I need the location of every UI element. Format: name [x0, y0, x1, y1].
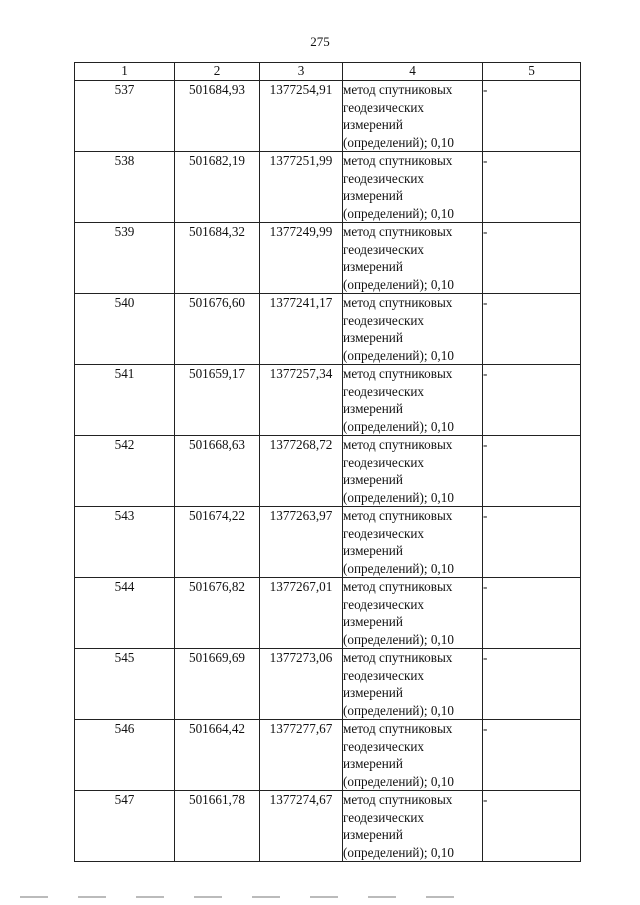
point-number-cell: 543 — [75, 507, 175, 578]
method-line: измерений — [343, 827, 403, 842]
point-number-cell: 538 — [75, 152, 175, 223]
table-row — [75, 81, 581, 152]
table-row — [75, 436, 581, 507]
note-cell: - — [483, 720, 581, 791]
method-line: измерений — [343, 614, 403, 629]
note-cell: - — [483, 294, 581, 365]
method-line: измерений — [343, 330, 403, 345]
method-cell — [343, 365, 483, 436]
method-line: измерений — [343, 756, 403, 771]
header-col-3: 3 — [260, 63, 343, 81]
x-coordinate-cell: 501684,32 — [175, 223, 260, 294]
header-col-4: 4 — [343, 63, 483, 81]
table-row — [75, 294, 581, 365]
method-line: геодезических — [343, 667, 425, 683]
method-line: (определений); 0,10 — [343, 489, 454, 505]
method-cell — [343, 791, 483, 862]
point-number-cell: 539 — [75, 223, 175, 294]
x-coordinate-cell: 501684,93 — [175, 81, 260, 152]
method-cell — [343, 649, 483, 720]
note-cell: - — [483, 578, 581, 649]
table-row — [75, 649, 581, 720]
method-line: (определений); 0,10 — [343, 276, 454, 292]
y-coordinate-cell: 1377257,34 — [260, 365, 343, 436]
method-cell — [343, 223, 483, 294]
method-line: метод спутниковых — [343, 437, 453, 452]
method-line: метод спутниковых — [343, 508, 453, 523]
note-cell: - — [483, 791, 581, 862]
x-coordinate-cell: 501674,22 — [175, 507, 260, 578]
y-coordinate-cell: 1377267,01 — [260, 578, 343, 649]
method-cell — [343, 507, 483, 578]
method-cell — [343, 152, 483, 223]
method-cell — [343, 436, 483, 507]
method-line: геодезических — [343, 383, 425, 399]
method-line: метод спутниковых — [343, 366, 453, 381]
method-line: измерений — [343, 543, 403, 558]
method-line: (определений); 0,10 — [343, 631, 454, 647]
y-coordinate-cell: 1377241,17 — [260, 294, 343, 365]
note-cell: - — [483, 365, 581, 436]
method-line: геодезических — [343, 312, 425, 328]
method-line: измерений — [343, 472, 403, 487]
method-line: измерений — [343, 259, 403, 274]
point-number-cell: 542 — [75, 436, 175, 507]
method-line: (определений); 0,10 — [343, 702, 454, 718]
x-coordinate-cell: 501668,63 — [175, 436, 260, 507]
method-line: измерений — [343, 685, 403, 700]
x-coordinate-cell: 501676,82 — [175, 578, 260, 649]
x-coordinate-cell: 501682,19 — [175, 152, 260, 223]
method-line: (определений); 0,10 — [343, 560, 454, 576]
note-cell: - — [483, 223, 581, 294]
table-row — [75, 791, 581, 862]
table-row — [75, 223, 581, 294]
header-col-2: 2 — [175, 63, 260, 81]
method-line: геодезических — [343, 99, 425, 115]
method-cell — [343, 720, 483, 791]
method-line: метод спутниковых — [343, 792, 453, 807]
point-number-cell: 541 — [75, 365, 175, 436]
method-line: измерений — [343, 117, 403, 132]
method-line: метод спутниковых — [343, 153, 453, 168]
method-line: геодезических — [343, 596, 425, 612]
page-number: 275 — [310, 34, 330, 49]
point-number-cell: 545 — [75, 649, 175, 720]
y-coordinate-cell: 1377274,67 — [260, 791, 343, 862]
method-line: (определений); 0,10 — [343, 418, 454, 434]
method-line: геодезических — [343, 809, 425, 825]
table-row — [75, 507, 581, 578]
method-cell — [343, 294, 483, 365]
y-coordinate-cell: 1377249,99 — [260, 223, 343, 294]
y-coordinate-cell: 1377251,99 — [260, 152, 343, 223]
y-coordinate-cell: 1377268,72 — [260, 436, 343, 507]
point-number-cell: 547 — [75, 791, 175, 862]
method-line: метод спутниковых — [343, 82, 453, 97]
method-line: геодезических — [343, 738, 425, 754]
method-line: (определений); 0,10 — [343, 134, 454, 150]
method-line: метод спутниковых — [343, 295, 453, 310]
table-header-row — [75, 63, 581, 81]
table-row — [75, 365, 581, 436]
y-coordinate-cell: 1377273,06 — [260, 649, 343, 720]
note-cell: - — [483, 436, 581, 507]
method-line: метод спутниковых — [343, 224, 453, 239]
method-line: геодезических — [343, 525, 425, 541]
y-coordinate-cell: 1377254,91 — [260, 81, 343, 152]
method-line: (определений); 0,10 — [343, 205, 454, 221]
x-coordinate-cell: 501659,17 — [175, 365, 260, 436]
x-coordinate-cell: 501676,60 — [175, 294, 260, 365]
point-number-cell: 546 — [75, 720, 175, 791]
header-col-5: 5 — [483, 63, 581, 81]
x-coordinate-cell: 501664,42 — [175, 720, 260, 791]
point-number-cell: 537 — [75, 81, 175, 152]
method-line: геодезических — [343, 241, 425, 257]
method-cell — [343, 81, 483, 152]
x-coordinate-cell: 501661,78 — [175, 791, 260, 862]
method-line: метод спутниковых — [343, 579, 453, 594]
table-row — [75, 578, 581, 649]
method-line: геодезических — [343, 454, 425, 470]
method-line: измерений — [343, 188, 403, 203]
footer-scan-marks — [20, 896, 620, 902]
y-coordinate-cell: 1377277,67 — [260, 720, 343, 791]
table-row — [75, 720, 581, 791]
method-line: (определений); 0,10 — [343, 347, 454, 363]
y-coordinate-cell: 1377263,97 — [260, 507, 343, 578]
note-cell: - — [483, 507, 581, 578]
point-number-cell: 544 — [75, 578, 175, 649]
table-body — [75, 81, 581, 862]
x-coordinate-cell: 501669,69 — [175, 649, 260, 720]
point-number-cell: 540 — [75, 294, 175, 365]
method-cell — [343, 578, 483, 649]
method-line: (определений); 0,10 — [343, 844, 454, 860]
method-line: измерений — [343, 401, 403, 416]
note-cell: - — [483, 81, 581, 152]
method-line: (определений); 0,10 — [343, 773, 454, 789]
method-line: метод спутниковых — [343, 721, 453, 736]
method-line: геодезических — [343, 170, 425, 186]
table-row — [75, 152, 581, 223]
coordinates-table — [74, 62, 581, 862]
note-cell: - — [483, 649, 581, 720]
header-col-1: 1 — [75, 63, 175, 81]
note-cell: - — [483, 152, 581, 223]
method-line: метод спутниковых — [343, 650, 453, 665]
